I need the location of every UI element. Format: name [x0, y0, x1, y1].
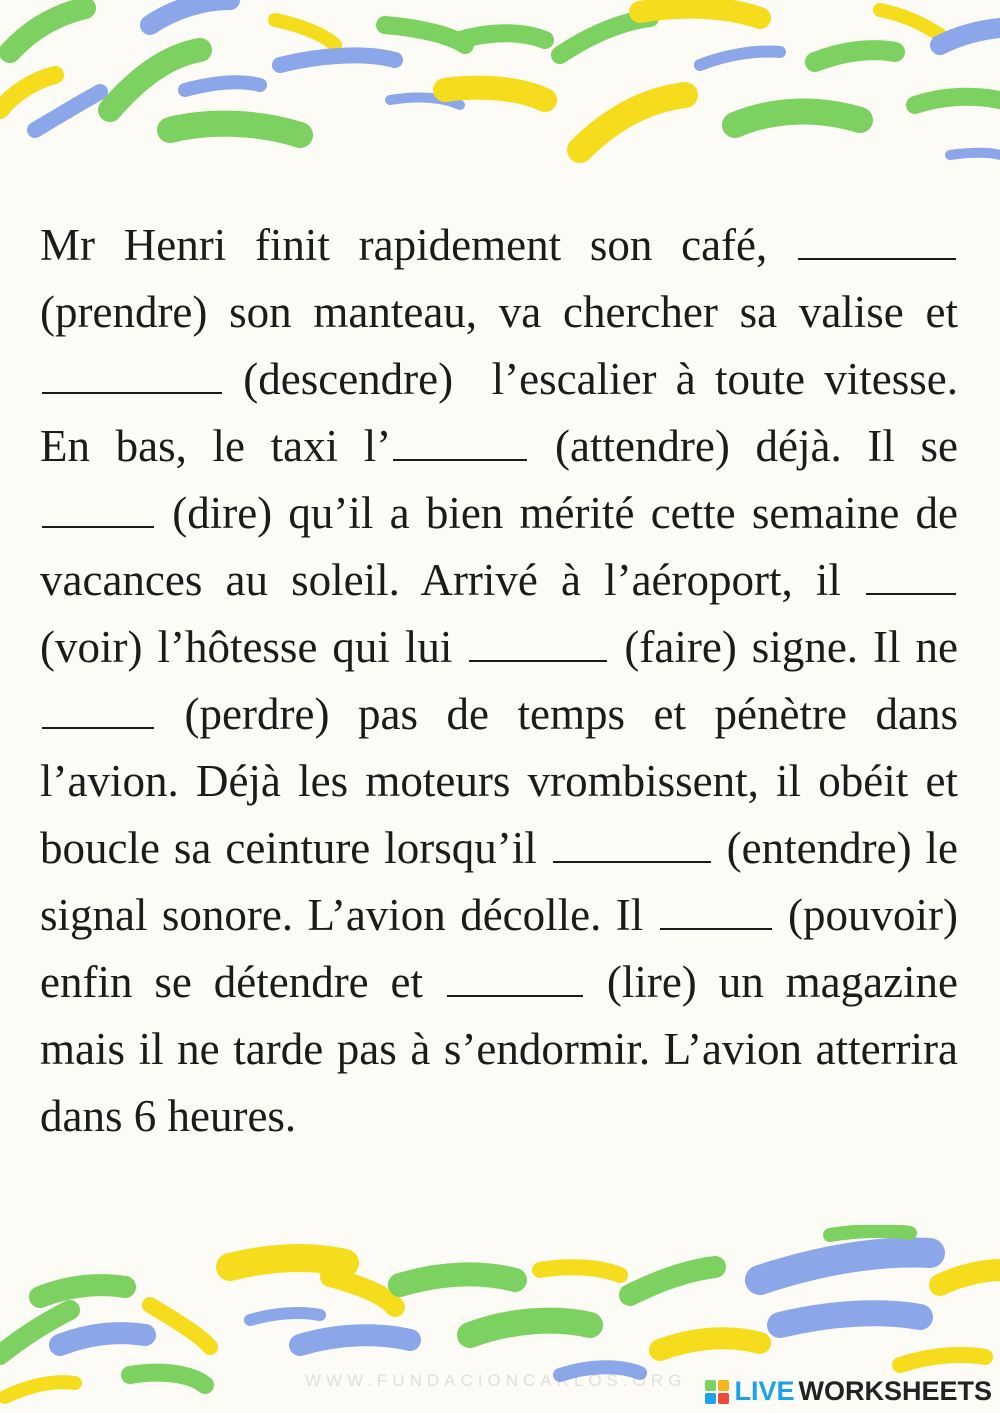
brush-stroke: [630, 1267, 715, 1295]
brush-stroke: [815, 50, 895, 62]
brush-stroke: [950, 153, 1000, 155]
passage-text: (attendre) déjà. Il se: [554, 421, 959, 471]
passage-text: (prendre) son manteau, va chercher sa valise et: [40, 287, 958, 337]
passage-text: (descendre) l’escalier à toute vitesse. En bas, le taxi l’: [40, 354, 959, 471]
brush-stroke: [35, 92, 100, 130]
brush-stroke: [40, 1285, 125, 1297]
answer-blank-lire[interactable]: [447, 955, 583, 997]
brush-stroke: [185, 82, 260, 90]
passage-text: (perdre) pas de temps et pénètre dans l’avion. Déjà les moteurs vrombissent, il obéit et boucle sa ceinture lorsqu’il: [40, 689, 958, 873]
brush-stroke: [880, 10, 940, 35]
brush-stroke: [250, 1313, 320, 1320]
brush-stroke: [5, 1382, 75, 1397]
answer-blank-pouvoir[interactable]: [660, 888, 772, 930]
brush-stroke: [60, 1333, 145, 1345]
brush-stroke: [150, 1305, 210, 1347]
passage-text: (lire) un magazine mais il ne tarde pas à s’endormir. L’avion atterrira dans 6 heures.: [40, 957, 958, 1141]
brush-stroke: [830, 1231, 910, 1235]
passage-text: (dire) qu’il a bien mérité cette semaine de vacances au soleil. Arrivé à l’aéroport, il: [40, 488, 958, 605]
answer-blank-entendre[interactable]: [553, 821, 711, 863]
answer-blank-descendre[interactable]: [42, 352, 222, 394]
answer-blank-prendre[interactable]: [798, 218, 956, 260]
passage-text: (entendre) le signal sonore. L’avion décolle. Il: [40, 823, 958, 940]
brush-stroke: [460, 33, 545, 40]
answer-blank-attendre[interactable]: [393, 419, 527, 461]
passage-text: (voir) l’hôtesse qui lui: [40, 622, 453, 672]
brush-stroke: [110, 50, 200, 110]
brush-stroke: [900, 1355, 985, 1365]
brush-stroke: [280, 55, 395, 65]
brush-stroke: [580, 95, 685, 150]
brush-stroke: [470, 1321, 590, 1335]
brush-stroke: [400, 1274, 515, 1285]
brush-stroke: [640, 8, 760, 18]
brush-stroke: [330, 1277, 395, 1307]
answer-blank-voir[interactable]: [866, 553, 956, 595]
brush-stroke: [700, 52, 780, 65]
brush-stroke: [915, 97, 1000, 105]
passage-text: (pouvoir) enfin se détendre et: [40, 890, 958, 1007]
passage-text: (faire) signe. Il ne: [624, 622, 958, 672]
top-brushstroke-decoration: [0, 0, 1000, 200]
answer-blank-faire[interactable]: [469, 620, 607, 662]
brush-stroke: [560, 18, 650, 55]
brush-stroke: [0, 75, 55, 110]
liveworksheets-logo-icon: [704, 1379, 730, 1405]
brand-text-worksheets: WORKSHEETS: [798, 1376, 992, 1406]
brush-stroke: [130, 1373, 205, 1385]
brush-stroke: [150, 0, 230, 25]
brush-stroke: [940, 28, 1000, 45]
liveworksheets-brand[interactable]: [704, 1376, 992, 1407]
brush-stroke: [300, 1335, 410, 1345]
answer-blank-dire[interactable]: [42, 486, 154, 528]
brush-stroke: [540, 1267, 620, 1275]
answer-blank-perdre[interactable]: [42, 687, 154, 729]
brush-stroke: [760, 1252, 930, 1280]
brush-stroke: [10, 8, 85, 52]
brush-stroke: [275, 20, 335, 45]
brand-text-live: LIVE: [734, 1376, 795, 1406]
brush-stroke: [170, 124, 300, 135]
brush-stroke: [230, 1258, 345, 1267]
brush-stroke: [660, 1338, 760, 1350]
brush-stroke: [780, 1313, 920, 1325]
passage-text: Mr Henri finit rapidement son café,: [40, 220, 768, 270]
worksheet-passage: [40, 212, 958, 1150]
watermark-text: WWW.FUNDACIONCARLOS.ORG: [305, 1371, 687, 1390]
brush-stroke: [735, 112, 860, 125]
brush-stroke: [940, 1270, 1000, 1285]
brush-stroke: [445, 88, 545, 100]
